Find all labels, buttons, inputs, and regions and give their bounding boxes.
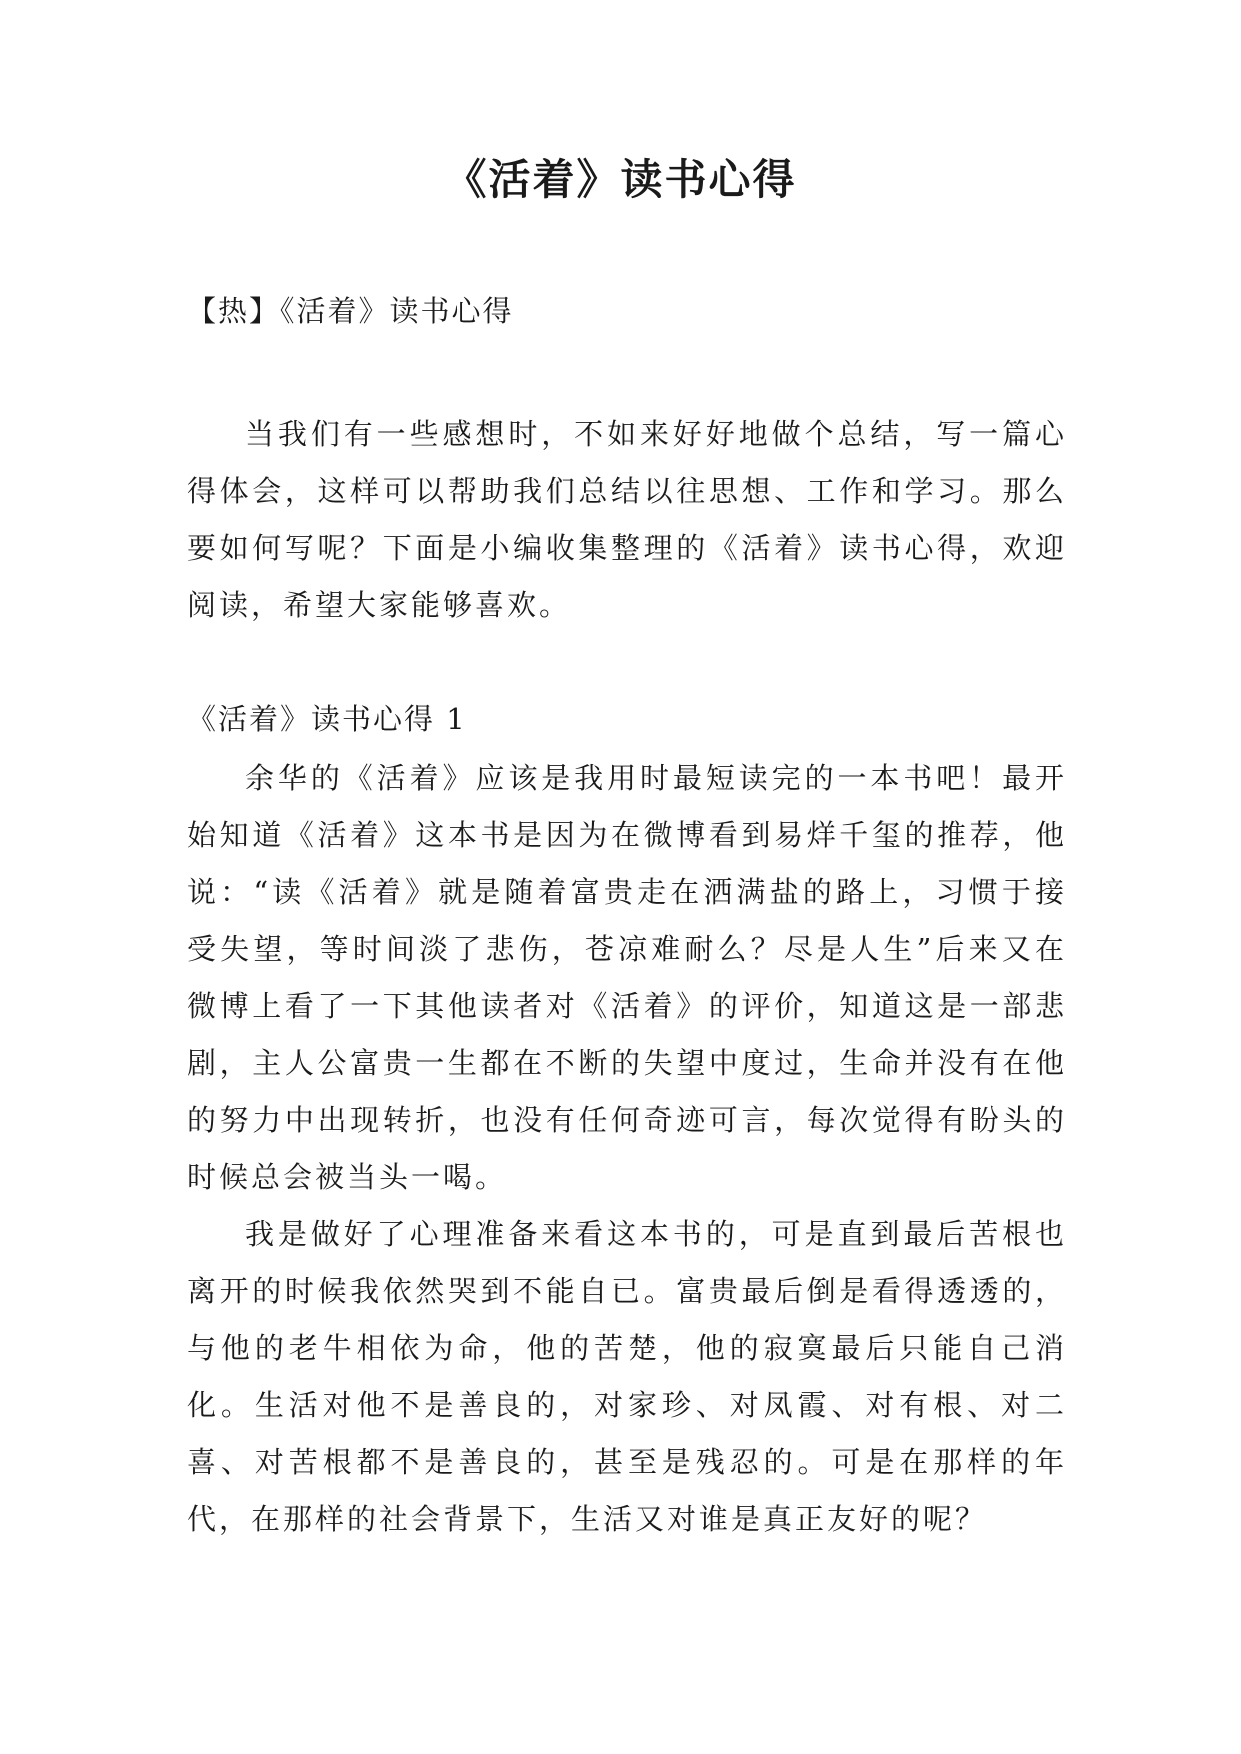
document-title: 《活着》读书心得: [444, 155, 797, 204]
body-paragraph-2: 我是做好了心理准备来看这本书的，可是直到最后苦根也离开的时候我依然哭到不能自已。富贵最后倒是看得透透的，与他的老牛相依为命，他的苦楚，他的寂寞最后只能自己消化。生活对他不是善良的，对家珍、对凤霞、对有根、对二喜、对苦根都不是善良的，甚至是残忍的。可是在那样的年代，在那样的社会背景下，生活又对谁是真正友好的呢？: [187, 1217, 1067, 1536]
document-subtitle: 【热】《活着》读书心得: [187, 294, 514, 328]
intro-section: [187, 406, 1067, 634]
intro-paragraph: 当我们有一些感想时，不如来好好地做个总结，写一篇心得体会，这样可以帮助我们总结以往思想、工作和学习。那么要如何写呢？下面是小编收集整理的《活着》读书心得，欢迎阅读，希望大家能够喜欢。: [187, 417, 1067, 622]
section-heading: 《活着》读书心得 1: [187, 702, 467, 736]
body-paragraph-1: 余华的《活着》应该是我用时最短读完的一本书吧！最开始知道《活着》这本书是因为在微博看到易烊千玺的推荐，他说：“读《活着》就是随着富贵走在洒满盐的路上，习惯于接受失望，等时间淡了悲伤，苍凉难耐么？尽是人生”后来又在微博上看了一下其他读者对《活着》的评价，知道这是一部悲剧，主人公富贵一生都在不断的失望中度过，生命并没有在他的努力中出现转折，也没有任何奇迹可言，每次觉得有盼头的时候总会被当头一喝。: [187, 761, 1067, 1194]
section-body: [187, 750, 1067, 1548]
